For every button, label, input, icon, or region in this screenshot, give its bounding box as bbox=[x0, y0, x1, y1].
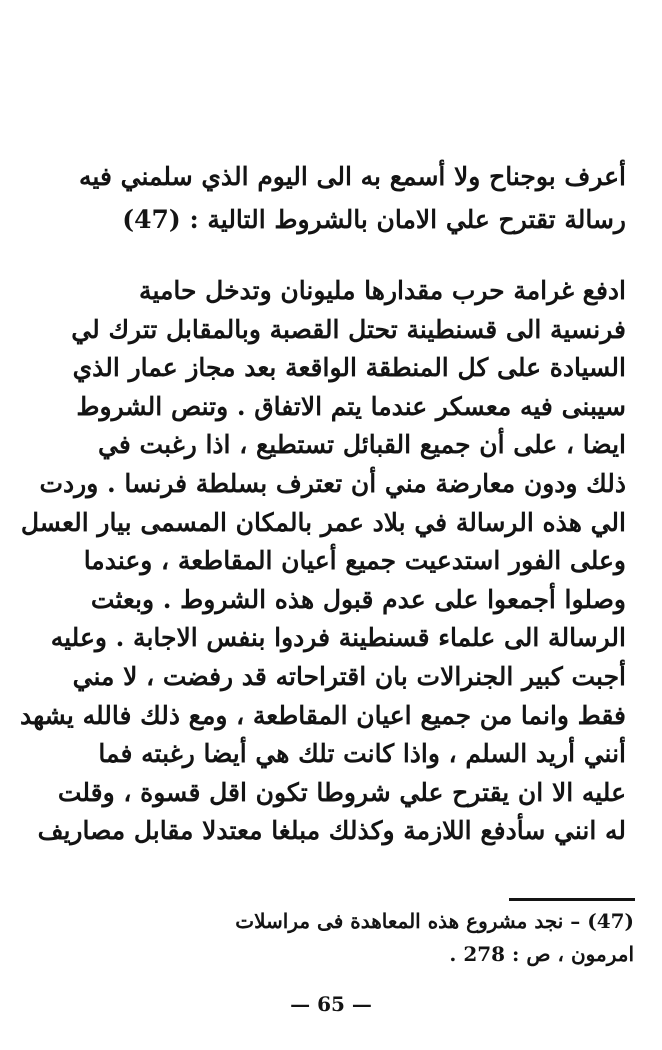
paragraph-2-line: الي هذه الرسالة في بلاد عمر بالمكان المسمى بيار العسل bbox=[20, 507, 626, 537]
paragraph-1 bbox=[79, 155, 626, 241]
paragraph-1-line: رسالة تقترح علي الامان بالشروط التالية : (47) bbox=[122, 205, 626, 234]
paragraph-2-line: فرنسية الى قسنطينة تحتل القصبة وبالمقابل تترك لي bbox=[71, 314, 626, 344]
footnote-line: (47) – نجد مشروع هذه المعاهدة فى مراسلات bbox=[235, 909, 634, 933]
paragraph-2-line: أنني أريد السلم ، واذا كانت تلك هي أيضا رغبته فما bbox=[98, 739, 626, 769]
paragraph-2-line: الرسالة الى علماء قسنطينة فردوا بنفس الاجابة . وعليه bbox=[50, 623, 626, 653]
paragraph-2-line: أجبت كبير الجنرالات بان اقتراحاته قد رفضت ، لا مني bbox=[72, 661, 626, 691]
paragraph-1-line: أعرف بوجناح ولا أسمع به الى اليوم الذي سلمني فيه bbox=[79, 162, 626, 191]
footnote-line: امرمون ، ص : 278 . bbox=[449, 942, 634, 966]
paragraph-2-line: عليه الا ان يقترح علي شروطا تكون اقل قسوة ، وقلت bbox=[57, 777, 626, 807]
paragraph-2-line: ايضا ، على أن جميع القبائل تستطيع ، اذا رغبت في bbox=[98, 430, 626, 460]
paragraph-2-line: فقط وانما من جميع اعيان المقاطعة ، ومع ذلك فالله يشهد bbox=[19, 700, 626, 730]
paragraph-2-line: سيبنى فيه معسكر عندما يتم الاتفاق . وتنص الشروط bbox=[76, 391, 626, 421]
footnote-divider bbox=[509, 898, 635, 901]
footnote bbox=[104, 905, 634, 971]
paragraph-2 bbox=[19, 272, 626, 851]
paragraph-2-line: له انني سأدفع اللازمة وكذلك مبلغا معتدلا مقابل مصاريف bbox=[37, 816, 626, 846]
paragraph-2-line: ذلك ودون معارضة مني أن تعترف بسلطة فرنسا . وردت bbox=[39, 468, 626, 498]
paragraph-2-line: السيادة على كل المنطقة الواقعة بعد مجاز عمار الذي bbox=[72, 353, 626, 383]
paragraph-2-line: وعلى الفور استدعيت جميع أعيان المقاطعة ، وعندما bbox=[83, 546, 626, 576]
paragraph-2-line: ادفع غرامة حرب مقدارها مليونان وتدخل حامية bbox=[139, 276, 626, 305]
paragraph-2-line: وصلوا أجمعوا على عدم قبول هذه الشروط . وبعثت bbox=[90, 584, 626, 614]
page-number: — 65 — bbox=[290, 992, 372, 1016]
